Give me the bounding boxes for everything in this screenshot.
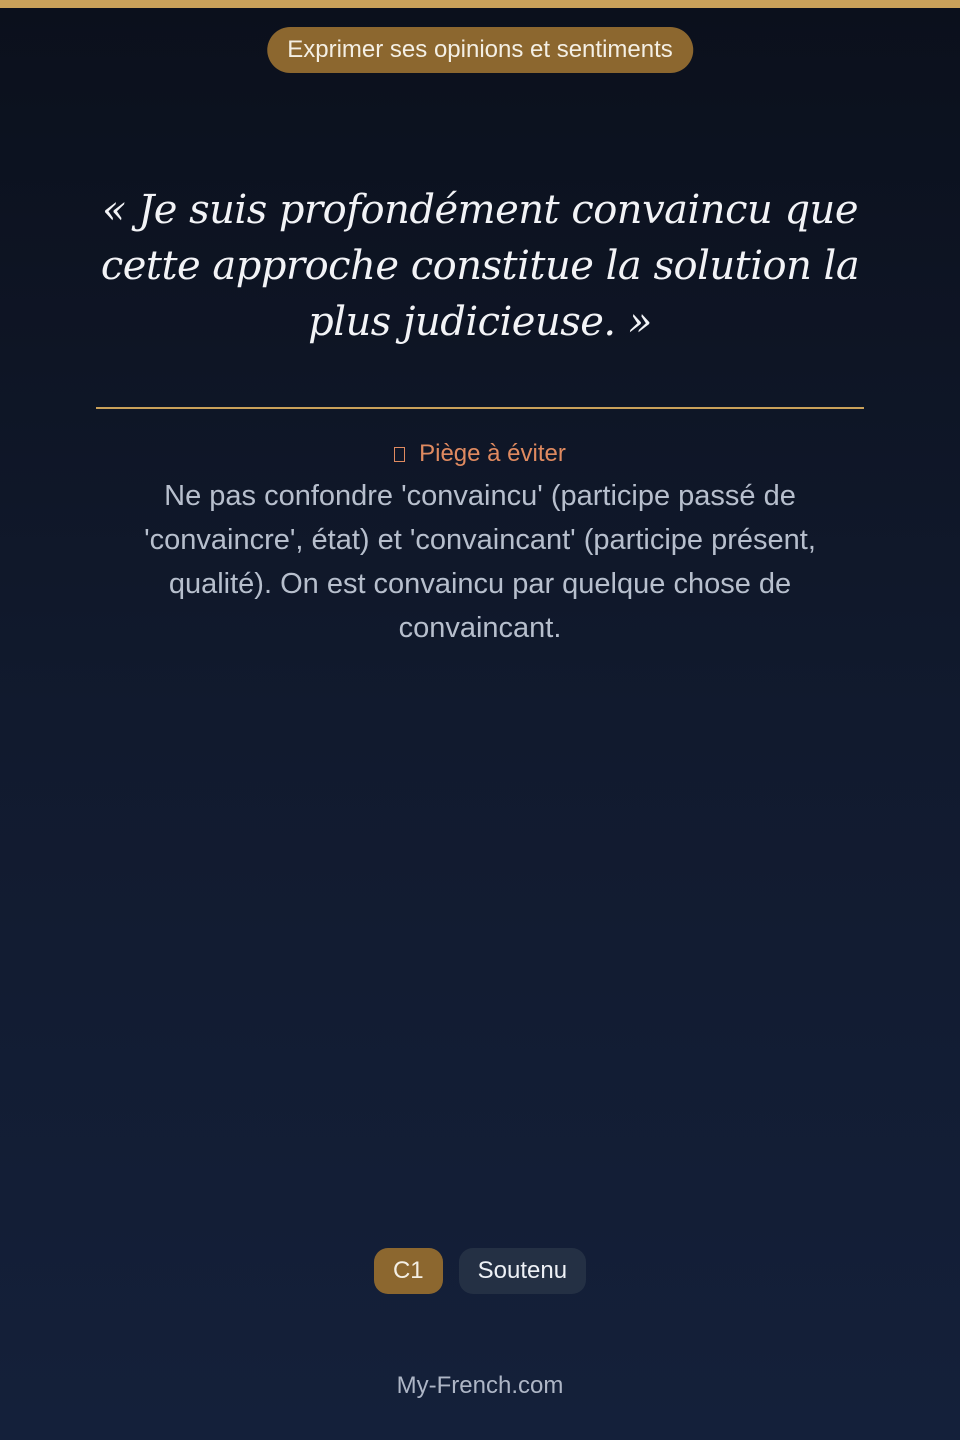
register-badge: Soutenu (459, 1248, 586, 1294)
level-badge: C1 (374, 1248, 443, 1294)
warning-icon (394, 447, 405, 462)
category-pill: Exprimer ses opinions et sentiments (267, 27, 693, 73)
phrase-quote: « Je suis profondément convaincu que cette approche constitue la solution la plus judicieuse. » (100, 187, 860, 345)
pitfall-title: Piège à éviter (419, 440, 566, 467)
badge-row (0, 1248, 960, 1294)
pitfall-header (0, 438, 960, 470)
pitfall-text: Ne pas confondre 'convaincu' (participe passé de 'convaincre', état) et 'convaincant' (participe présent, qualité). On est convaincu par quelque chose de convaincant. (144, 480, 816, 644)
divider (96, 407, 864, 409)
footer-brand: My-French.com (396, 1372, 564, 1399)
top-accent-bar (0, 0, 960, 8)
